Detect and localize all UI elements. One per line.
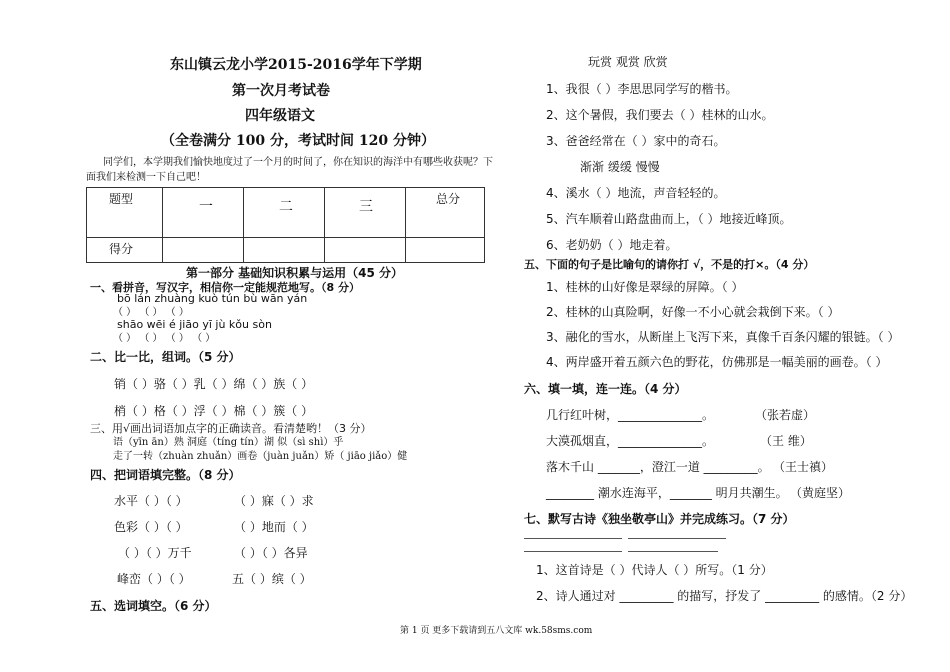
score-header-one: 一	[199, 199, 213, 215]
q5-sentence-6: 6、老奶奶（ ）地走着。	[546, 238, 678, 252]
q4-title: 四、把词语填完整。（8 分）	[90, 468, 241, 482]
intro-line-2: 面我们来检测一下自己吧！	[86, 172, 206, 183]
q6-author-4: （黄庭坚）	[790, 486, 851, 500]
q1-pinyin-1: bō lán zhuàng kuò tún bù wān yán	[117, 292, 308, 305]
q6-title: 六、填一填，连一连。（4 分）	[524, 382, 687, 396]
poem-blank-4[interactable]	[628, 551, 718, 552]
score-cell-total[interactable]	[406, 238, 485, 263]
score-header-total: 总分	[436, 192, 461, 206]
q6-line-2: 大漠孤烟直，______________。	[546, 434, 715, 448]
part1-title: 第一部分 基础知识积累与运用（45 分）	[186, 266, 404, 280]
school-title: 东山镇云龙小学2015-2016学年下学期	[170, 57, 422, 73]
q2-title: 二、比一比，组词。（5 分）	[90, 350, 241, 364]
q1-pinyin-2: shāo wēi é jiāo yī jù kǒu sòn	[117, 318, 272, 331]
q4-item: 五（ ）缤（ ）	[232, 572, 312, 586]
q4-item: 峰峦（ ）（ ）	[117, 572, 191, 586]
q4-item: 色彩（ ）（ ）	[114, 520, 188, 534]
q1-paren-1: （ ） （ ） （ ）	[113, 307, 189, 318]
q5b-sentence-3: 3、融化的雪水，从断崖上飞泻下来，真像千百条闪耀的银链。（ ）	[546, 330, 900, 344]
exam-info: （全卷满分 100 分，考试时间 120 分钟）	[161, 133, 435, 149]
q6-line-1: 几行红叶树，______________。	[546, 408, 715, 422]
score-table	[86, 187, 485, 263]
q7-title: 七、默写古诗《独坐敬亭山》并完成练习。（7 分）	[524, 512, 795, 526]
q4-item: （ ）地而（ ）	[234, 520, 314, 534]
intro-line-1: 同学们，本学期我们愉快地度过了一个月的时间了，你在知识的海洋中有哪些收获呢？下	[103, 157, 493, 168]
q3-line-2: 走了一转（zhuàn zhuǎn）画卷（juàn juǎn）矫（ jiāo jiǎo）健	[113, 451, 408, 462]
q1-paren-2: （ ） （ ） （ ） （ ）	[113, 333, 216, 344]
score-cell-three[interactable]	[325, 238, 406, 263]
q5-word-options-2: 渐渐 缓缓 慢慢	[580, 160, 660, 174]
score-cell-one[interactable]	[163, 238, 244, 263]
q6-author-2: （王 维）	[760, 434, 812, 448]
score-header-type: 题型	[109, 192, 134, 206]
q6-author-3: （王士禛）	[773, 460, 834, 474]
q5-title: 五、选词填空。（6 分）	[90, 599, 217, 613]
q6-author-1: （张若虚）	[755, 408, 816, 422]
q5-sentence-4: 4、溪水（ ）地流，声音轻轻的。	[546, 186, 726, 200]
q3-title: 三、用√画出词语加点字的正确读音。看清楚哟！（3 分）	[90, 422, 372, 435]
poem-blank-2[interactable]	[628, 538, 726, 539]
grade-title: 四年级语文	[245, 108, 315, 124]
q7-sentence-1: 1、这首诗是（ ）代诗人（ ）所写。（1 分）	[536, 563, 773, 577]
q6-line-4: ________ 潮水连海平，_______ 明月共潮生。	[546, 486, 788, 500]
score-cell-two[interactable]	[244, 238, 325, 263]
q5-sentence-3: 3、爸爸经常在（ ）家中的奇石。	[546, 134, 726, 148]
q5-word-options-1: 玩赏 观赏 欣赏	[588, 55, 668, 69]
q5b-sentence-1: 1、桂林的山好像是翠绿的屏障。（ ）	[546, 280, 744, 294]
q2-row-2: 梢（ ）格（ ）浮（ ）棉（ ）簇（ ）	[114, 404, 314, 418]
exam-title: 第一次月考试卷	[232, 83, 330, 99]
q5b-sentence-2: 2、桂林的山真险啊，好像一不小心就会栽倒下来。（ ）	[546, 305, 840, 319]
q1-title: 一、看拼音，写汉字，相信你一定能规范地写。（8 分）	[90, 281, 360, 294]
q6-line-3: 落木千山 _______，澄江一道 _________。	[546, 460, 770, 474]
q5-sentence-2: 2、这个暑假，我们要去（ ）桂林的山水。	[546, 108, 774, 122]
q5b-sentence-4: 4、两岸盛开着五颜六色的野花，仿佛那是一幅美丽的画卷。（ ）	[546, 355, 888, 369]
q4-item: （ ）（ ）万千	[118, 546, 192, 560]
score-row-label: 得分	[109, 242, 134, 256]
score-header-two: 二	[279, 199, 293, 215]
q5-sentence-1: 1、我很（ ）李思思同学写的楷书。	[546, 82, 738, 96]
q5-sentence-5: 5、汽车顺着山路盘曲而上，（ ）地接近峰顶。	[546, 212, 792, 226]
q5b-title: 五、下面的句子是比喻句的请你打 √，不是的打×。（4 分）	[524, 258, 815, 271]
page-footer: 第 1 页 更多下载请到五八文库 wk.58sms.com	[400, 626, 593, 636]
poem-blank-3[interactable]	[524, 551, 622, 552]
poem-blank-1[interactable]	[524, 538, 622, 539]
q4-item: 水平（ ）（ ）	[114, 494, 188, 508]
score-header-three: 三	[359, 199, 373, 215]
q4-item: （ ）（ ）各异	[234, 546, 308, 560]
q7-sentence-2: 2、诗人通过对 _________ 的描写，抒发了 _________ 的感情。（2 分）	[536, 589, 913, 603]
q2-row-1: 销（ ）骆（ ）乳（ ）绵（ ）族（ ）	[114, 377, 314, 391]
q3-line-1: 语（yīn ān）熟 洞庭（tíng tín）湖 似（sì shì）乎	[113, 437, 344, 448]
q4-item: （ ）寐（ ）求	[234, 494, 314, 508]
